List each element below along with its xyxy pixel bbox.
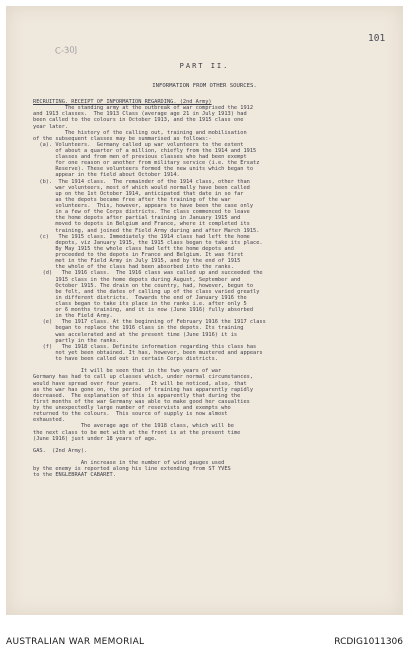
text-line: in a few of the Corps districts. The class commenced to leave <box>33 209 250 216</box>
footer-archive-name: AUSTRALIAN WAR MEMORIAL <box>6 637 145 647</box>
text-line: (d) The 1916 class. The 1916 class was called up and succeeded the <box>33 270 263 277</box>
text-line: as the depots became free after the training of the war <box>33 196 231 203</box>
text-line: been called to the colours in October 1913, and the 1915 class one <box>33 117 244 124</box>
text-line: depots, viz January 1915, the 1915 class began to take its place. <box>33 239 263 246</box>
text-line: The history of the calling out, training and mobilisation <box>33 129 247 136</box>
text-line: volunteers. This, however, appears to have been the case only <box>33 203 254 209</box>
text-line: year later. <box>33 123 69 130</box>
text-line: Germany has had to call up classes which, under normal circumstances, <box>33 374 254 381</box>
text-line: for one reason or another from military service (i.e. the Ersatz <box>33 160 260 167</box>
text-line: in different districts. Towards the end of January 1916 the <box>33 294 247 301</box>
text-line: be felt, and the dates of calling up of the class varied greatly <box>33 288 260 295</box>
footer-strip <box>0 615 409 654</box>
text-line: classes and from men of previous classes who had been exempt <box>33 154 247 161</box>
page-number: 101 <box>368 33 386 44</box>
text-line: by the enemy is reported along his line extending from ST YVES <box>33 466 231 473</box>
text-line: the whole of the class had been absorbed into the ranks. <box>33 264 234 271</box>
text-line: in the Field Army. <box>33 313 113 320</box>
section-title: INFORMATION FROM OTHER SOURCES. <box>152 83 257 89</box>
text-line: returned to the colours. This source of supply is now almost <box>33 411 228 418</box>
text-line: (c) The 1915 class. Immediately the 1914 class had left the home <box>33 233 250 240</box>
text-line: appear in the field about October 1914. <box>33 172 180 179</box>
text-line: and 1913 classes. The 1913 Class (average age 21 in July 1913) had <box>33 111 247 118</box>
text-line: (f) The 1918 class. Definite information regarding this class has <box>33 343 257 350</box>
text-line: of about a quarter of a million, chiefly from the 1914 and 1915 <box>33 148 257 154</box>
text-line: (b). The 1914 class. The remainder of the 1914 class, other than <box>33 178 250 185</box>
text-line: proceeded to the depots in France and Belgium. It was first <box>33 252 244 258</box>
text-line: the home depots after partial training in January 1915 and <box>33 215 241 222</box>
text-line: moved to depots in Belgium and France, where it completed its <box>33 221 250 228</box>
text-line: Reserve). These volunteers formed the new units which began to <box>33 166 254 173</box>
text-line: as the war has gone on, the period of training has apparently rapidly <box>33 386 254 393</box>
text-line: class began to take its place in the ranks i.e. after only 5 <box>33 301 247 307</box>
text-line: By May 1915 the whole class had left the home depots and <box>33 245 234 252</box>
pencil-annotation: C-30J <box>54 45 78 57</box>
text-line: RECRUITING. RECEIPT OF INFORMATION REGARDING. (2nd Army) <box>33 99 212 105</box>
text-line: would have spread over four years. It will be noticed, also, that <box>33 380 247 387</box>
text-line: (a). Volunteers. Germany called up war volunteers to the extent <box>33 141 244 148</box>
text-line: The standing army at the outbreak of war comprised the 1912 <box>33 105 254 112</box>
text-line: partly in the ranks. <box>33 337 120 344</box>
text-line: to the ENGLEBRAAT CABARET. <box>33 472 116 479</box>
part-title: PART II. <box>179 62 230 70</box>
text-line: by the unexpectedly large number of reservists and exempts who <box>33 405 231 411</box>
text-line: GAS. (2nd Army). <box>33 447 88 454</box>
text-line: exhausted. <box>33 417 65 424</box>
text-line: up on the 1st October 1914, anticipated that date in so far <box>33 190 244 197</box>
text-line: began to replace the 1916 class in the depots. Its training <box>33 325 244 332</box>
text-line: or 6 months training, and it is now (June 1916) fully absorbed <box>33 307 254 314</box>
text-line: was accelerated and at the present time (June 1916) it is <box>33 331 238 338</box>
text-line: It will be seen that in the two years of war <box>33 368 222 375</box>
text-line: An increase in the number of wind gauges used <box>33 460 225 467</box>
text-line: decreased. The explanation of this is apparently that during the <box>33 392 241 399</box>
text-line: the next class to be met with at the front is at the present time <box>33 429 241 436</box>
footer-record-id: RCDIG1011306 <box>334 637 403 647</box>
text-line: (June 1916) just under 18 years of age. <box>33 435 158 442</box>
text-line: war volunteers, most of which would normally have been called <box>33 184 250 191</box>
text-line: training, and joined the Field Army during and after March 1915. <box>33 227 260 234</box>
text-line: October 1915. The drain on the country, had, however, begun to <box>33 282 254 289</box>
text-line: The average age of the 1918 class, which will be <box>33 423 234 430</box>
text-line: to have been called out in certain Corps districts. <box>33 356 218 362</box>
text-line: not yet been obtained. It has, however, been mustered and appears <box>33 349 263 356</box>
text-line: met in the Field Army in July 1915, and by the end of 1915 <box>33 258 241 265</box>
text-line: 1915 class in the home depots during August, September and <box>33 276 241 283</box>
text-line: first months of the war Germany was able to make good her casualties <box>33 398 250 405</box>
text-line: (e) The 1917 class. At the beginning of February 1916 the 1917 class <box>33 319 266 326</box>
text-line: of the subsequent classes may be summarised as follows:- <box>33 135 212 142</box>
